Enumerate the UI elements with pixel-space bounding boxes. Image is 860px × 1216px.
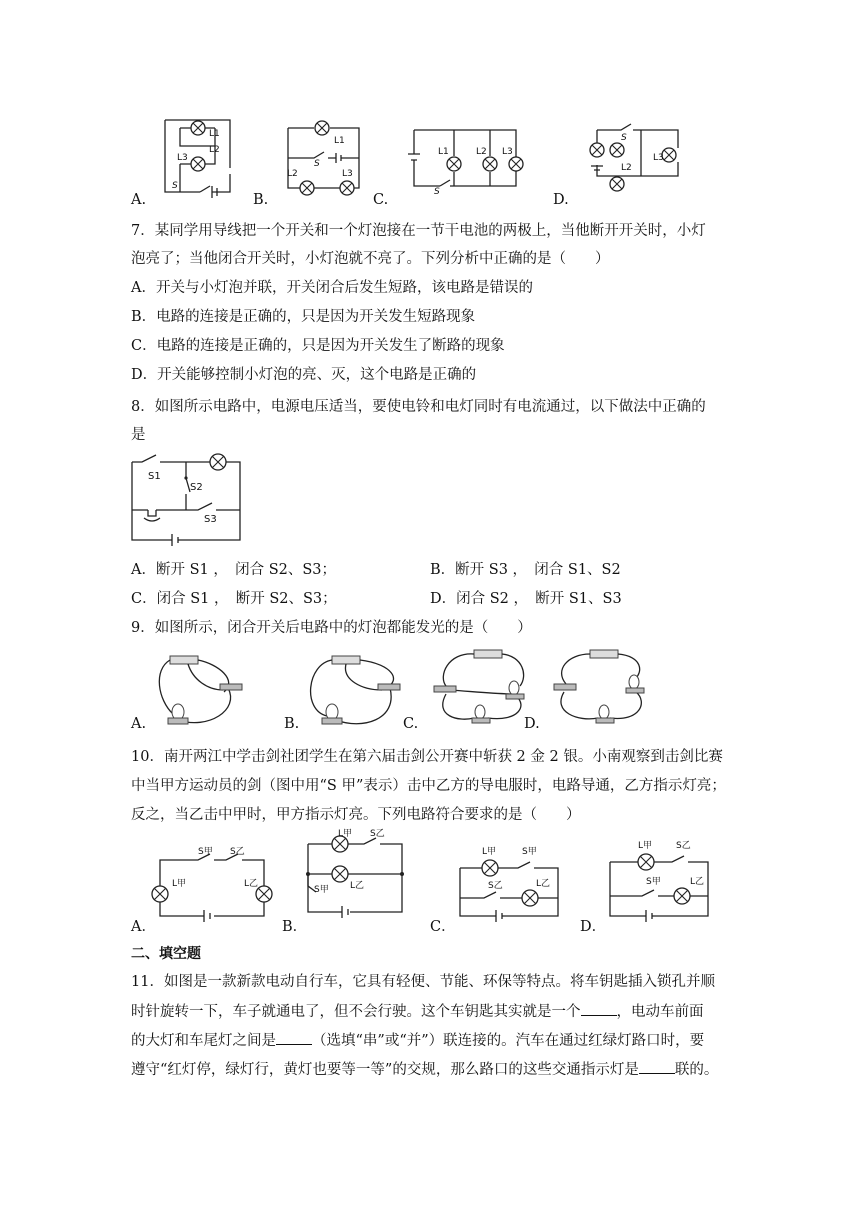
svg-text:L乙: L乙 bbox=[350, 881, 365, 891]
switch-icon bbox=[434, 686, 456, 692]
q8-option-b: B．断开 S3 ， 闭合 S1、S2 bbox=[430, 562, 621, 578]
answer-blank-2[interactable] bbox=[276, 1030, 312, 1045]
svg-text:S乙: S乙 bbox=[488, 881, 503, 891]
svg-text:L3: L3 bbox=[342, 169, 353, 179]
svg-text:L甲: L甲 bbox=[338, 829, 353, 839]
svg-text:S1: S1 bbox=[148, 471, 161, 482]
q10-figure-c bbox=[456, 840, 562, 924]
battery-icon bbox=[474, 650, 502, 658]
svg-text:L甲: L甲 bbox=[172, 879, 187, 889]
q10-option-a: A． bbox=[131, 919, 156, 935]
svg-text:L1: L1 bbox=[334, 136, 345, 146]
svg-text:S: S bbox=[434, 187, 440, 197]
lamp-icon bbox=[509, 157, 523, 171]
bulb-icon bbox=[599, 705, 609, 719]
section-title: 二、填空题 bbox=[131, 946, 201, 962]
q6-option-d: D. bbox=[553, 192, 569, 208]
q7-option-c: C．电路的连接是正确的，只是因为开关发生了断路的现象 bbox=[131, 338, 505, 354]
lamp-icon bbox=[482, 860, 498, 876]
q6-figure-d bbox=[583, 120, 683, 192]
q10-figure-b bbox=[302, 830, 408, 922]
lamp-icon bbox=[191, 121, 205, 135]
svg-text:L乙: L乙 bbox=[690, 877, 705, 887]
q9-option-c: C. bbox=[403, 716, 419, 732]
svg-text:L2: L2 bbox=[621, 163, 632, 173]
svg-text:S乙: S乙 bbox=[676, 841, 691, 851]
q7-stem-line2: 泡亮了；当他闭合开关时，小灯泡就不亮了。下列分析中正确的是（ ） bbox=[131, 251, 610, 267]
q6-figure-a bbox=[160, 116, 240, 196]
q7-option-b: B．电路的连接是正确的，只是因为开关发生短路现象 bbox=[131, 309, 476, 325]
svg-text:L乙: L乙 bbox=[536, 879, 551, 889]
bulb-icon bbox=[509, 681, 519, 695]
lamp-icon bbox=[610, 177, 624, 191]
bulb-icon bbox=[475, 705, 485, 719]
q10-figure-d bbox=[606, 840, 712, 924]
q6-figure-c bbox=[404, 126, 522, 196]
switch-icon bbox=[220, 684, 242, 690]
lamp-icon bbox=[210, 454, 226, 470]
q9-figure-d bbox=[548, 646, 658, 728]
lamp-icon bbox=[590, 143, 604, 157]
q8-option-c: C．闭合 S1 ， 断开 S2、S3； bbox=[131, 591, 337, 607]
lamp-icon bbox=[447, 157, 461, 171]
svg-text:S甲: S甲 bbox=[198, 847, 213, 857]
q11-line1: 11．如图是一款新款电动自行车，它具有轻便、节能、环保等特点。将车钥匙插入锁孔并顺 bbox=[131, 974, 715, 990]
svg-text:S乙: S乙 bbox=[370, 829, 385, 839]
q10-option-c: C． bbox=[430, 919, 456, 935]
switch-icon bbox=[554, 684, 576, 690]
q11-line4: 遵守“红灯停，绿灯行，黄灯也要等一等”的交规，那么路口的这些交通指示灯是 联的。 bbox=[131, 1059, 718, 1080]
q8-stem-line1: 8．如图所示电路中，电源电压适当，要使电铃和电灯同时有电流通过，以下做法中正确的 bbox=[131, 399, 706, 415]
lamp-icon bbox=[662, 148, 676, 162]
svg-text:L3: L3 bbox=[177, 153, 188, 163]
q8-stem-line2: 是 bbox=[131, 427, 146, 443]
svg-text:S2: S2 bbox=[190, 482, 203, 493]
q7-option-d: D．开关能够控制小灯泡的亮、灭，这个电路是正确的 bbox=[131, 367, 477, 383]
svg-text:L甲: L甲 bbox=[482, 847, 497, 857]
lamp-icon bbox=[332, 866, 348, 882]
q6-option-a: A. bbox=[131, 192, 147, 208]
q8-option-d: D．闭合 S2 ， 断开 S1、S3 bbox=[430, 591, 622, 607]
svg-text:L2: L2 bbox=[287, 169, 298, 179]
q6-option-c: C. bbox=[373, 192, 389, 208]
q10-figure-a bbox=[148, 846, 276, 926]
lamp-icon bbox=[483, 157, 497, 171]
q11-line2: 时针旋转一下，车子就通电了，但不会行驶。这个车钥匙其实就是一个 ，电动车前面 bbox=[131, 1001, 704, 1022]
svg-text:L甲: L甲 bbox=[638, 841, 653, 851]
lamp-icon bbox=[191, 157, 205, 171]
lamp-icon bbox=[340, 181, 354, 195]
battery-icon bbox=[170, 656, 198, 664]
q6-figure-b bbox=[284, 118, 364, 196]
svg-text:S: S bbox=[314, 159, 320, 169]
lamp-icon bbox=[315, 121, 329, 135]
q7-stem-line1: 7．某同学用导线把一个开关和一个灯泡接在一节干电池的两极上，当他断开开关时，小灯 bbox=[131, 223, 706, 239]
lamp-icon bbox=[522, 890, 538, 906]
switch-icon bbox=[378, 684, 400, 690]
svg-text:L2: L2 bbox=[476, 147, 487, 157]
svg-text:S: S bbox=[172, 181, 178, 191]
svg-text:S: S bbox=[621, 133, 627, 143]
lamp-icon bbox=[674, 888, 690, 904]
q9-stem: 9．如图所示，闭合开关后电路中的灯泡都能发光的是（ ） bbox=[131, 620, 532, 636]
lamp-icon bbox=[300, 181, 314, 195]
svg-text:L1: L1 bbox=[209, 129, 220, 139]
q9-option-a: A. bbox=[131, 716, 147, 732]
q11-line3: 的大灯和车尾灯之间是 （选填“串”或“并”）联连接的。汽车在通过红绿灯路口时，要 bbox=[131, 1030, 704, 1051]
svg-text:S甲: S甲 bbox=[646, 877, 661, 887]
svg-text:L3: L3 bbox=[653, 153, 664, 163]
q8-circuit-figure bbox=[130, 452, 242, 552]
answer-blank-1[interactable] bbox=[581, 1001, 617, 1016]
bell-icon bbox=[148, 510, 156, 516]
q9-figure-a bbox=[148, 650, 258, 730]
q7-option-a: A．开关与小灯泡并联，开关闭合后发生短路，该电路是错误的 bbox=[131, 280, 533, 296]
q10-stem-line3: 反之，当乙击中甲时，甲方指示灯亮。下列电路符合要求的是（ ） bbox=[131, 807, 581, 823]
q10-option-d: D． bbox=[580, 919, 607, 935]
lamp-icon bbox=[152, 886, 168, 902]
svg-text:L2: L2 bbox=[209, 145, 220, 155]
svg-text:S3: S3 bbox=[204, 514, 217, 525]
svg-text:L1: L1 bbox=[438, 147, 449, 157]
svg-text:S甲: S甲 bbox=[314, 885, 329, 895]
battery-icon bbox=[590, 650, 618, 658]
q10-stem-line1: 10．南开两江中学击剑社团学生在第六届击剑公开赛中斩获 2 金 2 银。小南观察到击剑比赛 bbox=[131, 749, 723, 765]
lamp-icon bbox=[610, 143, 624, 157]
q9-option-d: D. bbox=[524, 716, 540, 732]
lamp-icon bbox=[256, 886, 272, 902]
svg-text:L乙: L乙 bbox=[244, 879, 259, 889]
q6-option-b: B. bbox=[253, 192, 269, 208]
svg-text:S乙: S乙 bbox=[230, 847, 245, 857]
q8-option-a: A．断开 S1 ， 闭合 S2、S3； bbox=[131, 562, 337, 578]
answer-blank-3[interactable] bbox=[639, 1059, 675, 1074]
bulb-icon bbox=[629, 675, 639, 689]
battery-icon bbox=[332, 656, 360, 664]
q10-stem-line2: 中当甲方运动员的剑（图中用“S 甲”表示）击中乙方的导电服时，电路导通，乙方指示灯亮； bbox=[131, 778, 726, 794]
q9-option-b: B. bbox=[284, 716, 300, 732]
q10-option-b: B． bbox=[282, 919, 308, 935]
svg-text:L3: L3 bbox=[502, 147, 513, 157]
q9-figure-b bbox=[302, 650, 412, 730]
svg-text:S甲: S甲 bbox=[522, 847, 537, 857]
lamp-icon bbox=[638, 854, 654, 870]
